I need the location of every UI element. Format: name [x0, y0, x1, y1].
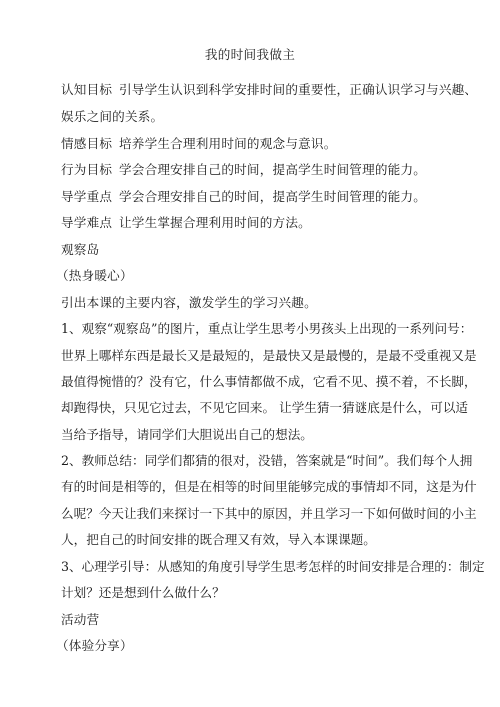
goal-emotional: [61, 133, 337, 152]
goal-label: 导学难点: [61, 215, 113, 230]
goal-label: 行为目标: [61, 162, 113, 177]
goal-cognitive-continued: 娱乐之间的关系。: [61, 109, 164, 124]
para3-line: 计划？还是想到什么做什么？: [61, 585, 225, 600]
para2-line: 人，把自己的时间安排的既合理又有效，导入本课课题。: [61, 532, 376, 547]
goal-text: 引导学生认识到科学安排时间的重要性，正确认识学习与兴趣、: [119, 82, 478, 97]
goal-text: 培养学生合理利用时间的观念与意识。: [119, 136, 337, 151]
difficult-point: [61, 212, 311, 231]
key-point: [61, 186, 426, 205]
goal-behavioral: [61, 159, 426, 178]
intro-text: 引出本课的主要内容，激发学生的学习兴趣。: [61, 295, 317, 310]
para1-line: 世界上哪样东西是最长又是最短的，是最快又是最慢的，是最不受重视又是: [61, 348, 477, 363]
para2-line: 2、教师总结：同学们都猜的很对，没错，答案就是“时间”。我们每个人拥: [61, 453, 473, 468]
section-heading-activity: 活动营: [61, 612, 100, 627]
para1-line: 当给予指导，请同学们大胆说出自己的想法。: [61, 427, 313, 442]
section-subheading-warmup: （热身暖心）: [56, 268, 133, 283]
para1-line: 最值得惋惜的？没有它，什么事情都做不成，它看不见、摸不着，不长脚，: [61, 374, 477, 389]
goal-label: 导学重点: [61, 189, 113, 204]
goal-text: 让学生掌握合理利用时间的方法。: [119, 215, 311, 230]
section-subheading-experience: （体验分享）: [56, 638, 133, 653]
section-heading-observation: 观察岛: [61, 242, 100, 257]
goal-text: 学会合理安排自己的时间，提高学生时间管理的能力。: [119, 162, 427, 177]
goal-label: 情感目标: [61, 136, 113, 151]
para1-line: 却跑得快，只见它过去，不见它回来。 让学生猜一猜谜底是什么，可以适: [61, 400, 469, 415]
para3-line: 3、心理学引导：从感知的角度引导学生思考怎样的时间安排是合理的：制定: [61, 559, 485, 574]
para2-line: 有的时间是相等的，但是在相等的时间里能够完成的事情却不同，这是为什: [61, 479, 477, 494]
para1-line: 1、观察“观察岛”的图片，重点让学生思考小男孩头上出现的一系列问号：: [61, 321, 473, 336]
para2-line: 么呢？今天让我们来探讨一下其中的原因，并且学习一下如何做时间的小主: [61, 506, 477, 521]
goal-text: 学会合理安排自己的时间，提高学生时间管理的能力。: [119, 189, 427, 204]
goal-cognitive: [61, 79, 477, 98]
goal-label: 认知目标: [61, 82, 113, 97]
document-title: 我的时间我做主: [204, 47, 296, 62]
